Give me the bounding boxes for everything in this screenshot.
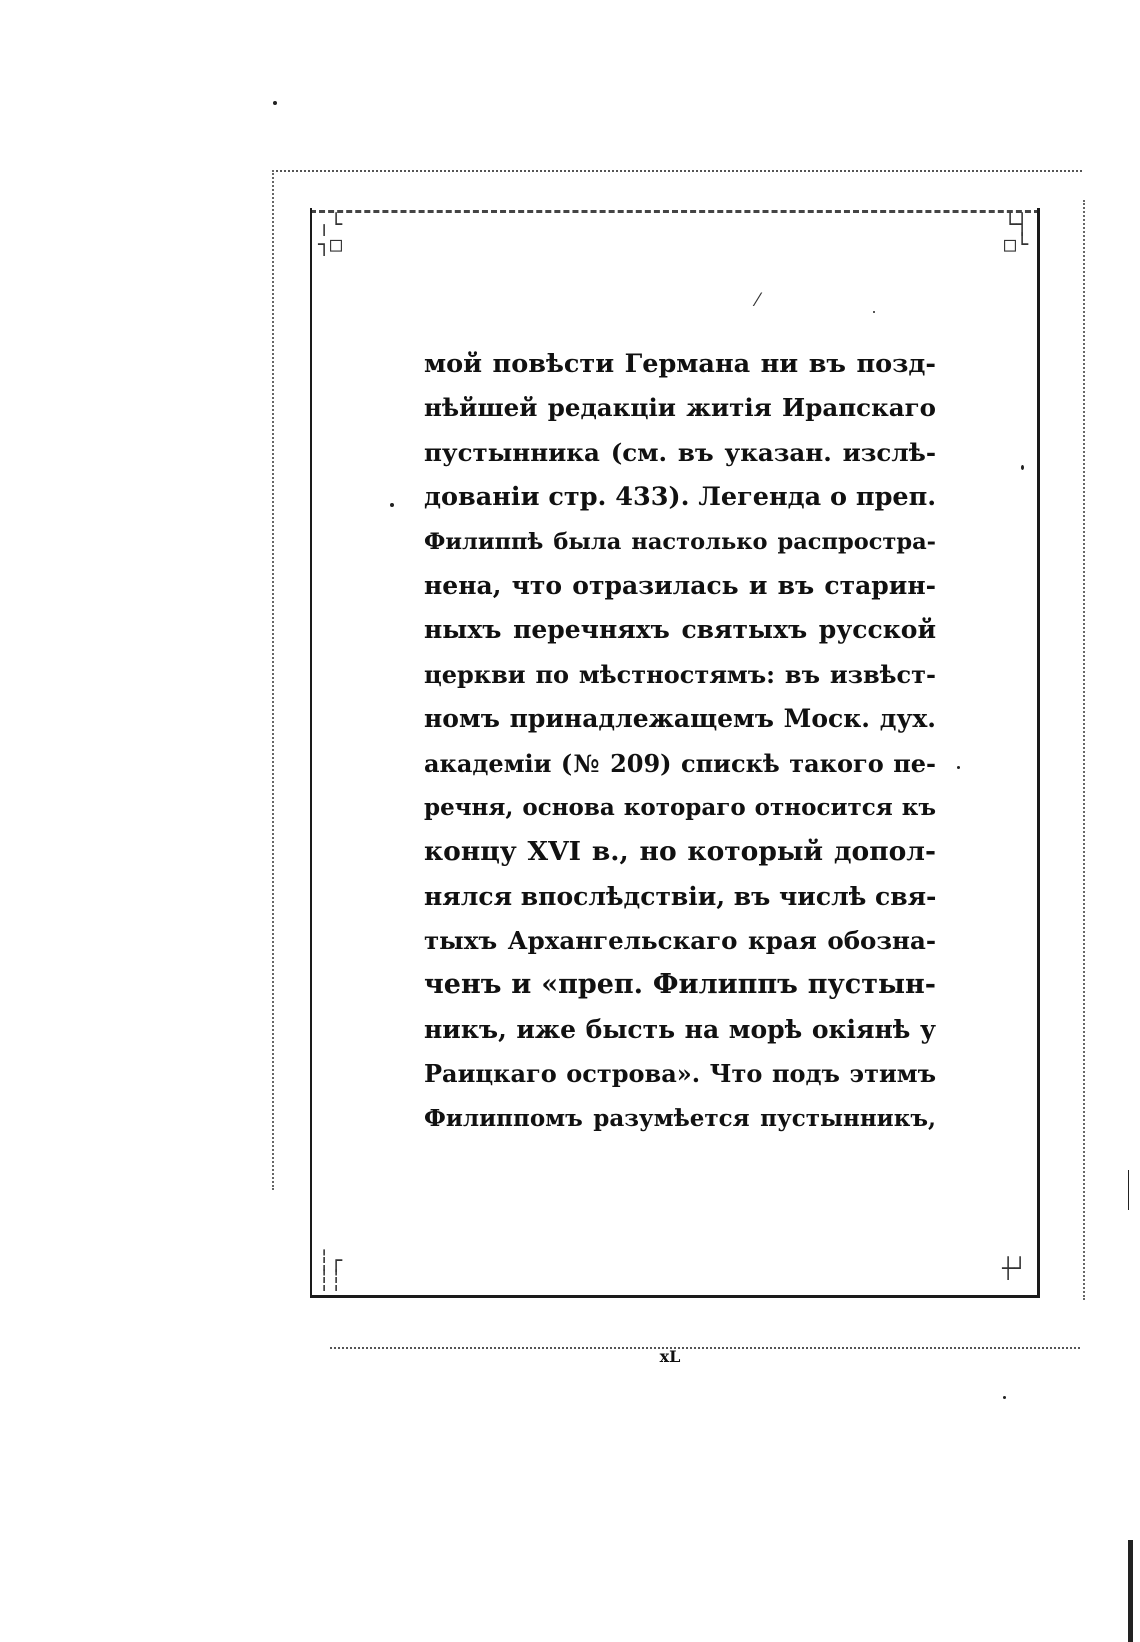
text-line: никъ, иже бысть на морѣ окіянѣ у xyxy=(424,1014,936,1044)
text-line: дованіи стр. 433). Легенда о преп. xyxy=(424,482,937,513)
text-line: ныхъ перечняхъ святыхъ русской xyxy=(424,615,936,645)
text-line: мой повѣсти Германа ни въ позд- xyxy=(424,349,936,379)
text-line: пустынника (см. въ указан. изслѣ- xyxy=(424,437,936,467)
left-dotted-guide xyxy=(272,170,274,1190)
body-text xyxy=(424,342,936,1141)
scan-speck xyxy=(1003,1396,1006,1399)
right-edge-tick xyxy=(1128,1170,1129,1210)
text-line: номъ принадлежащемъ Моск. дух. xyxy=(424,704,936,734)
page-number: xL xyxy=(659,1347,681,1366)
text-line: ченъ и «преп. Филиппъ пустын- xyxy=(424,969,936,1001)
corner-mark-top-right: └┤ □└ xyxy=(1004,212,1029,256)
right-dotted-guide xyxy=(1083,200,1085,1300)
text-line: академіи (№ 209) спискѣ такого пе- xyxy=(424,748,936,778)
text-line: концу XVI в., но который допол- xyxy=(424,836,936,868)
text-line: Филиппомъ разумѣется пустынникъ, xyxy=(424,1104,936,1132)
text-line: нялся впослѣдствіи, въ числѣ свя- xyxy=(424,881,937,911)
corner-mark-bottom-left: ┆┌ ┆┆ xyxy=(318,1248,343,1292)
text-line: нена, что отразилась и въ старин- xyxy=(424,570,936,600)
text-line: нѣйшей редакціи житія Ирапскаго xyxy=(424,393,936,423)
top-dotted-guide xyxy=(272,170,1082,172)
text-line: речня, основа котораго относится къ xyxy=(424,793,936,821)
scan-tick: ⁄ xyxy=(756,290,760,311)
scan-speck xyxy=(273,101,277,105)
right-edge-bar xyxy=(1128,1540,1133,1642)
text-line: тыхъ Архангельскаго края обозна- xyxy=(424,926,936,956)
text-line: Филиппѣ была настолько распростра- xyxy=(424,528,936,555)
corner-mark-top-left: ╷└ ┐□ xyxy=(318,212,343,256)
bottom-dotted-guide xyxy=(330,1347,1080,1349)
text-line: церкви по мѣстностямъ: въ извѣст- xyxy=(424,659,936,689)
corner-mark-bottom-right: ┼┘ xyxy=(1002,1256,1027,1280)
text-line: Раицкаго острова». Что подъ этимъ xyxy=(424,1059,936,1089)
